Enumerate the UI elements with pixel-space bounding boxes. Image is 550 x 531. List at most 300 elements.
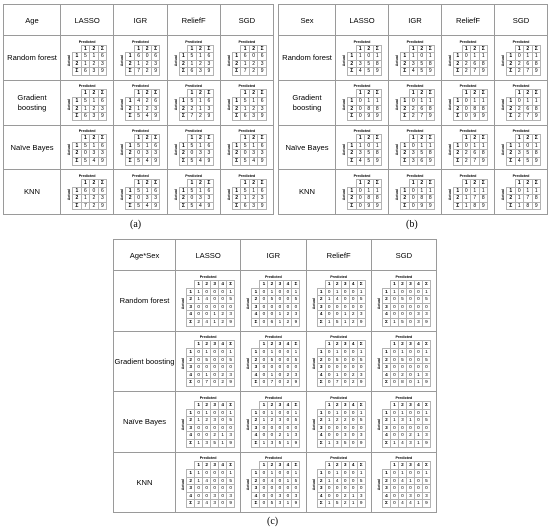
predicted-label: Predicted — [406, 39, 424, 44]
matrix-value: 2 — [409, 105, 418, 113]
matrix-row — [73, 60, 107, 68]
row-class-label: 4 — [382, 432, 390, 440]
matrix-value: 7 — [81, 202, 90, 210]
predicted-label: Predicted — [330, 274, 348, 279]
class-header: 4 — [284, 280, 292, 288]
class-header: 2 — [398, 401, 406, 409]
matrix-value: 1 — [333, 349, 341, 357]
confusion-matrix-cell — [336, 125, 389, 170]
actual-label: Actual — [311, 479, 316, 491]
matrix-row — [187, 356, 235, 364]
matrix-value: 0 — [260, 318, 268, 326]
matrix-value: 9 — [422, 318, 430, 326]
row-class-label: 2 — [126, 150, 135, 158]
row-class-label: Σ — [187, 318, 195, 326]
actual-label: Actual — [120, 188, 125, 201]
predicted-label: Predicted — [78, 129, 96, 134]
confusion-matrix — [442, 84, 494, 120]
matrix-row — [317, 500, 365, 508]
class-header: 2 — [268, 341, 276, 349]
matrix-row — [252, 477, 300, 485]
matrix-row — [252, 439, 300, 447]
class-header: 4 — [284, 341, 292, 349]
class-header: 2 — [524, 90, 533, 98]
matrix-value: 9 — [227, 318, 235, 326]
row-class-label: 4 — [317, 492, 325, 500]
classifier-label: Random forest — [114, 271, 176, 332]
confusion-matrix-cell — [176, 331, 241, 392]
matrix-value: 9 — [292, 318, 300, 326]
class-header: 2 — [471, 90, 480, 98]
actual-label: Actual — [226, 99, 231, 111]
matrix-row — [187, 296, 235, 304]
matrix-value: 4 — [90, 157, 99, 165]
matrix-row — [348, 113, 382, 121]
actual-label: Actual — [395, 144, 399, 156]
matrix-value: 2 — [249, 195, 258, 203]
matrix-value: 4 — [406, 500, 414, 508]
class-header: 2 — [143, 45, 152, 53]
matrix-table — [506, 45, 541, 76]
matrix-value: 0 — [341, 288, 349, 296]
matrix-value: 0 — [390, 303, 398, 311]
matrix-value: 0 — [356, 105, 365, 113]
class-header: 2 — [398, 280, 406, 288]
confusion-matrix — [336, 129, 388, 165]
actual-label: Actual — [173, 188, 178, 201]
matrix-row — [317, 364, 365, 372]
matrix-value: 0 — [325, 288, 333, 296]
class-header: 2 — [203, 462, 211, 470]
row-class-label: 3 — [317, 485, 325, 493]
classifier-row — [279, 125, 548, 170]
matrix-value: 1 — [81, 105, 90, 113]
row-class-label: Σ — [126, 113, 135, 121]
class-header: 1 — [195, 462, 203, 470]
matrix-value: 5 — [188, 187, 197, 195]
matrix-value: 1 — [211, 311, 219, 319]
matrix-value: 1 — [249, 187, 258, 195]
class-header: 2 — [333, 401, 341, 409]
matrix-value: 0 — [349, 364, 357, 372]
row-class-label: 1 — [454, 98, 463, 106]
matrix-value: 0 — [268, 303, 276, 311]
matrix-value: 0 — [341, 371, 349, 379]
matrix-value: 0 — [211, 409, 219, 417]
matrix-value: 3 — [292, 311, 300, 319]
classifier-row — [4, 170, 274, 215]
matrix-value: 3 — [341, 432, 349, 440]
matrix-value: 0 — [203, 311, 211, 319]
matrix-value: 9 — [258, 157, 267, 165]
matrix-value: 2 — [90, 105, 99, 113]
confusion-matrix-cell — [442, 170, 495, 215]
row-class-label: 1 — [187, 409, 195, 417]
confusion-matrix — [221, 40, 273, 76]
matrix-table — [382, 340, 431, 387]
actual-label: Actual — [501, 188, 505, 201]
matrix-row — [401, 98, 435, 106]
class-header: Σ — [357, 341, 365, 349]
matrix-table — [232, 45, 267, 76]
actual-label: Actual — [120, 54, 125, 67]
matrix-value: 0 — [398, 485, 406, 493]
matrix-value: 0 — [356, 98, 365, 106]
row-class-label: 4 — [252, 371, 260, 379]
matrix-value: 0 — [406, 424, 414, 432]
matrix-value: 0 — [414, 409, 422, 417]
matrix-row — [454, 113, 488, 121]
class-header: 2 — [524, 45, 533, 53]
confusion-matrix-cell — [167, 80, 220, 125]
matrix-row — [454, 60, 488, 68]
matrix-row — [382, 439, 430, 447]
matrix-value: 6 — [268, 318, 276, 326]
class-header: Σ — [227, 341, 235, 349]
matrix-value: 6 — [81, 113, 90, 121]
matrix-row — [232, 142, 266, 150]
matrix-value: 0 — [406, 318, 414, 326]
matrix-value: 1 — [357, 349, 365, 357]
matrix-value: 3 — [203, 439, 211, 447]
matrix-row — [317, 356, 365, 364]
matrix-value: 0 — [341, 379, 349, 387]
confusion-matrix-cell — [306, 331, 371, 392]
confusion-matrix-cell — [176, 452, 241, 513]
class-header: Σ — [205, 179, 214, 187]
matrix-value: 2 — [349, 379, 357, 387]
matrix-value: 5 — [241, 157, 250, 165]
matrix-value: 4 — [249, 157, 258, 165]
matrix-value: 0 — [143, 53, 152, 61]
matrix-value: 1 — [515, 195, 524, 203]
matrix-value: 9 — [98, 202, 107, 210]
class-header: 2 — [249, 179, 258, 187]
actual-label: Actual — [501, 99, 505, 111]
matrix-value: 0 — [203, 288, 211, 296]
matrix-row — [507, 142, 541, 150]
matrix-value: 0 — [406, 470, 414, 478]
row-class-label: 1 — [252, 288, 260, 296]
matrix-value: 0 — [260, 424, 268, 432]
classifier-row — [114, 331, 437, 392]
matrix-value: 0 — [81, 150, 90, 158]
matrix-value: 1 — [426, 187, 435, 195]
matrix-value: 0 — [357, 364, 365, 372]
matrix-value: 0 — [219, 424, 227, 432]
matrix-value: 0 — [195, 303, 203, 311]
class-header: 2 — [196, 90, 205, 98]
row-class-label: 1 — [401, 98, 410, 106]
matrix-value: 5 — [418, 60, 427, 68]
matrix-value: 3 — [205, 60, 214, 68]
matrix-value: 0 — [406, 485, 414, 493]
matrix-row — [126, 142, 160, 150]
row-class-label: Σ — [348, 68, 357, 76]
panel-header: Sex — [279, 5, 336, 36]
matrix-value: 0 — [268, 492, 276, 500]
confusion-matrix-cell — [220, 170, 273, 215]
matrix-value: 1 — [211, 318, 219, 326]
matrix-value: 0 — [241, 150, 250, 158]
matrix-value: 0 — [284, 417, 292, 425]
matrix-value: 4 — [356, 157, 365, 165]
confusion-matrix — [221, 84, 273, 120]
matrix-row — [507, 157, 541, 165]
row-class-label: 4 — [382, 492, 390, 500]
class-header: 1 — [325, 401, 333, 409]
matrix-value: 0 — [260, 470, 268, 478]
method-header: LASSO — [336, 5, 389, 36]
matrix-row — [187, 303, 235, 311]
matrix-value: 5 — [422, 296, 430, 304]
panel-age-sex — [113, 239, 437, 513]
row-class-label: Σ — [232, 113, 241, 121]
matrix-value: 1 — [414, 439, 422, 447]
panel-sex — [278, 4, 548, 215]
class-header: Σ — [532, 90, 541, 98]
matrix-value: 1 — [292, 409, 300, 417]
matrix-value: 6 — [241, 202, 250, 210]
matrix-value: 7 — [203, 379, 211, 387]
matrix-table — [186, 461, 235, 508]
matrix-row — [382, 296, 430, 304]
panel-header: Age*Sex — [114, 240, 176, 271]
matrix-value: 9 — [532, 157, 541, 165]
class-header: 3 — [211, 462, 219, 470]
matrix-value: 0 — [398, 492, 406, 500]
matrix-row — [401, 53, 435, 61]
class-header: 4 — [414, 462, 422, 470]
row-class-label: Σ — [179, 157, 188, 165]
matrix-row — [126, 157, 160, 165]
matrix-value: 9 — [151, 113, 160, 121]
matrix-row — [73, 187, 107, 195]
predicted-label: Predicted — [406, 129, 424, 134]
matrix-value: 9 — [292, 379, 300, 387]
matrix-value: 0 — [349, 356, 357, 364]
row-class-label: Σ — [454, 68, 463, 76]
matrix-value: 0 — [260, 288, 268, 296]
row-class-label: 3 — [382, 364, 390, 372]
matrix-value: 9 — [205, 157, 214, 165]
matrix-value: 0 — [211, 424, 219, 432]
matrix-value: 9 — [227, 439, 235, 447]
matrix-value: 3 — [276, 500, 284, 508]
matrix-value: 0 — [219, 349, 227, 357]
matrix-value: 1 — [479, 53, 488, 61]
matrix-row — [382, 356, 430, 364]
matrix-value: 5 — [241, 142, 250, 150]
matrix-value: 5 — [365, 68, 374, 76]
matrix-value: 0 — [276, 349, 284, 357]
classifier-row — [279, 170, 548, 215]
row-class-label: 2 — [252, 356, 260, 364]
matrix-value: 0 — [333, 364, 341, 372]
matrix-row — [348, 150, 382, 158]
matrix-value: 4 — [333, 477, 341, 485]
method-header: LASSO — [61, 5, 114, 36]
matrix-value: 6 — [524, 105, 533, 113]
matrix-value: 0 — [349, 303, 357, 311]
row-class-label: Σ — [401, 113, 410, 121]
matrix-value: 1 — [241, 105, 250, 113]
matrix-value: 0 — [227, 485, 235, 493]
matrix-value: 0 — [284, 492, 292, 500]
row-class-label: 1 — [507, 142, 516, 150]
matrix-value: 1 — [524, 187, 533, 195]
row-class-label: 2 — [317, 356, 325, 364]
matrix-row — [179, 187, 213, 195]
classifier-label: Gradient boosting — [4, 80, 61, 125]
matrix-value: 0 — [349, 296, 357, 304]
row-class-label: Σ — [382, 439, 390, 447]
row-class-label: Σ — [382, 379, 390, 387]
row-class-label: 1 — [126, 142, 135, 150]
matrix-value: 4 — [134, 98, 143, 106]
matrix-row — [252, 424, 300, 432]
method-header: LASSO — [176, 240, 241, 271]
row-class-label: 2 — [73, 150, 82, 158]
row-class-label: 1 — [187, 288, 195, 296]
row-class-label: 2 — [401, 105, 410, 113]
matrix-value: 1 — [365, 98, 374, 106]
matrix-value: 3 — [414, 318, 422, 326]
matrix-row — [252, 409, 300, 417]
matrix-row — [252, 288, 300, 296]
matrix-value: 0 — [227, 303, 235, 311]
matrix-row — [126, 202, 160, 210]
class-header: 1 — [462, 90, 471, 98]
matrix-row — [401, 157, 435, 165]
class-header: Σ — [357, 462, 365, 470]
matrix-value: 0 — [414, 288, 422, 296]
matrix-table — [125, 45, 160, 76]
matrix-row — [507, 60, 541, 68]
matrix-value: 0 — [203, 303, 211, 311]
actual-label: Actual — [376, 479, 381, 491]
matrix-value: 5 — [357, 477, 365, 485]
matrix-value: 2 — [249, 60, 258, 68]
matrix-value: 3 — [409, 157, 418, 165]
matrix-row — [179, 105, 213, 113]
predicted-label: Predicted — [459, 129, 477, 134]
matrix-value: 4 — [196, 157, 205, 165]
matrix-value: 9 — [479, 68, 488, 76]
matrix-value: 5 — [398, 296, 406, 304]
class-header: 4 — [414, 280, 422, 288]
class-header: 3 — [211, 401, 219, 409]
row-class-label: 3 — [317, 364, 325, 372]
matrix-value: 0 — [414, 349, 422, 357]
matrix-table — [179, 45, 214, 76]
class-header: 1 — [409, 179, 418, 187]
classifier-label: Gradient boosting — [279, 80, 336, 125]
class-header: 2 — [365, 45, 374, 53]
actual-label: Actual — [120, 99, 125, 111]
matrix-value: 0 — [409, 142, 418, 150]
matrix-row — [252, 500, 300, 508]
predicted-label: Predicted — [264, 395, 282, 400]
row-class-label: 2 — [401, 150, 410, 158]
matrix-value: 1 — [249, 142, 258, 150]
predicted-label: Predicted — [78, 39, 96, 44]
matrix-value: 1 — [90, 142, 99, 150]
matrix-value: 9 — [532, 202, 541, 210]
row-class-label: 1 — [382, 409, 390, 417]
classifier-row — [279, 80, 548, 125]
matrix-row — [317, 417, 365, 425]
matrix-row — [382, 432, 430, 440]
matrix-value: 1 — [292, 288, 300, 296]
class-header: 2 — [143, 90, 152, 98]
matrix-value: 1 — [414, 379, 422, 387]
matrix-row — [401, 113, 435, 121]
class-header: 1 — [195, 401, 203, 409]
row-class-label: 2 — [73, 195, 82, 203]
row-class-label: 1 — [232, 98, 241, 106]
matrix-value: 2 — [268, 417, 276, 425]
matrix-row — [507, 105, 541, 113]
matrix-value: 5 — [81, 157, 90, 165]
matrix-value: 0 — [414, 492, 422, 500]
matrix-value: 5 — [398, 318, 406, 326]
matrix-value: 5 — [292, 417, 300, 425]
matrix-value: 0 — [462, 187, 471, 195]
matrix-value: 9 — [227, 379, 235, 387]
matrix-value: 5 — [357, 417, 365, 425]
confusion-matrix-cell — [389, 80, 442, 125]
matrix-row — [187, 318, 235, 326]
matrix-value: 3 — [333, 439, 341, 447]
matrix-row — [507, 113, 541, 121]
class-header: 2 — [365, 135, 374, 143]
actual-label: Actual — [120, 144, 125, 156]
matrix-value: 2 — [195, 500, 203, 508]
confusion-matrix-cell — [114, 80, 167, 125]
class-header: 3 — [406, 341, 414, 349]
matrix-value: 9 — [292, 500, 300, 508]
class-header: Σ — [98, 45, 107, 53]
matrix-table — [251, 280, 300, 327]
row-class-label: Σ — [179, 113, 188, 121]
matrix-value: 3 — [515, 150, 524, 158]
matrix-row — [232, 98, 266, 106]
class-header: 4 — [414, 341, 422, 349]
confusion-matrix-cell — [61, 170, 114, 215]
matrix-table — [382, 461, 431, 508]
matrix-value: 0 — [260, 296, 268, 304]
confusion-matrix — [389, 129, 441, 165]
actual-label: Actual — [342, 188, 346, 201]
predicted-label: Predicted — [131, 84, 149, 89]
row-class-label: 1 — [232, 187, 241, 195]
class-header: 2 — [203, 280, 211, 288]
class-header: 4 — [349, 462, 357, 470]
matrix-value: 0 — [292, 485, 300, 493]
predicted-label: Predicted — [459, 39, 477, 44]
row-class-label: 4 — [252, 311, 260, 319]
matrix-value: 3 — [422, 492, 430, 500]
matrix-row — [348, 68, 382, 76]
matrix-value: 5 — [134, 113, 143, 121]
matrix-value: 6 — [471, 60, 480, 68]
class-header: Σ — [422, 401, 430, 409]
matrix-value: 2 — [90, 60, 99, 68]
matrix-row — [232, 105, 266, 113]
matrix-value: 0 — [406, 296, 414, 304]
matrix-value: 9 — [422, 500, 430, 508]
